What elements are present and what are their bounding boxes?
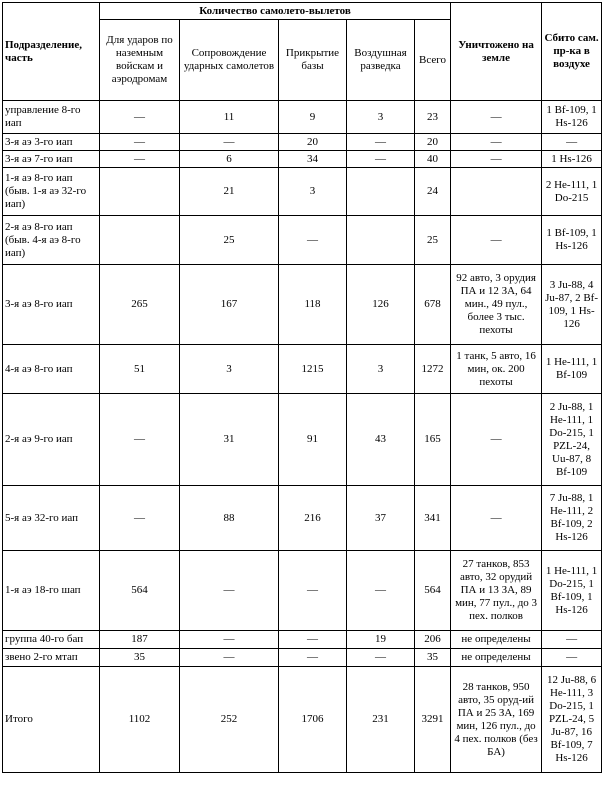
cell-total: 3291 <box>415 667 451 773</box>
cell-strikes: 265 <box>100 265 180 345</box>
cell-escort: — <box>180 631 279 649</box>
cell-shot-down: 3 Ju-88, 4 Ju-87, 2 Bf-109, 1 Hs-126 <box>542 265 602 345</box>
cell-unit: 4-я аэ 8-го иап <box>3 345 100 394</box>
cell-strikes: 564 <box>100 551 180 631</box>
cell-cover: — <box>279 649 347 667</box>
cell-total: 24 <box>415 168 451 216</box>
table-row <box>3 649 602 667</box>
cell-escort: 252 <box>180 667 279 773</box>
cell-unit: 3-я аэ 7-го иап <box>3 151 100 168</box>
cell-destroyed: не определены <box>451 649 542 667</box>
cell-unit: 1-я аэ 8-го иап (быв. 1-я аэ 32-го иап) <box>3 168 100 216</box>
cell-unit: Итого <box>3 667 100 773</box>
cell-escort: 11 <box>180 101 279 134</box>
cell-destroyed: 28 танков, 950 авто, 35 оруд-ий ПА и 25 ЗА, 169 мин, 126 пул., до 4 пех. полков (без БА) <box>451 667 542 773</box>
cell-recon <box>347 168 415 216</box>
table-row <box>3 551 602 631</box>
header-unit: Подразделение, часть <box>3 3 100 101</box>
cell-destroyed: 92 авто, 3 орудия ПА и 12 ЗА, 64 мин., 49 пул., более 3 тыс. пехоты <box>451 265 542 345</box>
cell-shot-down: 2 He-111, 1 Do-215 <box>542 168 602 216</box>
cell-shot-down: 1 Bf-109, 1 Hs-126 <box>542 216 602 265</box>
cell-total: 341 <box>415 486 451 551</box>
cell-destroyed: не определены <box>451 631 542 649</box>
cell-recon: 19 <box>347 631 415 649</box>
cell-destroyed: — <box>451 151 542 168</box>
cell-strikes: 187 <box>100 631 180 649</box>
cell-unit: 3-я аэ 3-го иап <box>3 134 100 151</box>
cell-cover: 3 <box>279 168 347 216</box>
table-row <box>3 486 602 551</box>
cell-destroyed: 1 танк, 5 авто, 16 мин, ок. 200 пехоты <box>451 345 542 394</box>
cell-shot-down: 1 He-111, 1 Bf-109 <box>542 345 602 394</box>
table-row <box>3 151 602 168</box>
cell-total: 206 <box>415 631 451 649</box>
cell-escort: — <box>180 649 279 667</box>
cell-recon: — <box>347 551 415 631</box>
cell-unit: 3-я аэ 8-го иап <box>3 265 100 345</box>
cell-escort: 25 <box>180 216 279 265</box>
cell-total: 35 <box>415 649 451 667</box>
cell-total: 165 <box>415 394 451 486</box>
cell-strikes: — <box>100 134 180 151</box>
cell-destroyed: — <box>451 101 542 134</box>
table-row <box>3 101 602 134</box>
cell-escort: — <box>180 134 279 151</box>
cell-escort: 6 <box>180 151 279 168</box>
cell-strikes <box>100 216 180 265</box>
cell-escort: 167 <box>180 265 279 345</box>
cell-shot-down: 1 Hs-126 <box>542 151 602 168</box>
cell-cover: 1215 <box>279 345 347 394</box>
cell-shot-down: — <box>542 134 602 151</box>
cell-total: 25 <box>415 216 451 265</box>
cell-escort: 3 <box>180 345 279 394</box>
header-strikes: Для ударов по наземным войскам и аэродромам <box>100 20 180 101</box>
cell-cover: 91 <box>279 394 347 486</box>
cell-strikes: 51 <box>100 345 180 394</box>
cell-recon: 37 <box>347 486 415 551</box>
cell-total: 40 <box>415 151 451 168</box>
header-escort: Сопровождение ударных самолетов <box>180 20 279 101</box>
cell-unit: 1-я аэ 18-го шап <box>3 551 100 631</box>
cell-cover: — <box>279 216 347 265</box>
cell-strikes: 35 <box>100 649 180 667</box>
cell-cover: 34 <box>279 151 347 168</box>
cell-recon: 231 <box>347 667 415 773</box>
cell-recon: 126 <box>347 265 415 345</box>
cell-shot-down: — <box>542 649 602 667</box>
cell-total: 23 <box>415 101 451 134</box>
table-row <box>3 134 602 151</box>
cell-shot-down: 1 Bf-109, 1 Hs-126 <box>542 101 602 134</box>
cell-cover: 118 <box>279 265 347 345</box>
cell-shot-down: — <box>542 631 602 649</box>
cell-recon: — <box>347 134 415 151</box>
header-recon: Воздушная разведка <box>347 20 415 101</box>
header-sorties-group: Количество самолето-вылетов <box>100 3 451 20</box>
cell-shot-down: 7 Ju-88, 1 He-111, 2 Bf-109, 2 Hs-126 <box>542 486 602 551</box>
cell-strikes: — <box>100 101 180 134</box>
cell-destroyed: — <box>451 394 542 486</box>
cell-total: 678 <box>415 265 451 345</box>
cell-cover: 1706 <box>279 667 347 773</box>
table-row <box>3 265 602 345</box>
cell-total: 1272 <box>415 345 451 394</box>
cell-escort: 31 <box>180 394 279 486</box>
cell-destroyed: — <box>451 134 542 151</box>
cell-strikes: 1102 <box>100 667 180 773</box>
cell-destroyed: — <box>451 216 542 265</box>
sorties-table <box>2 2 602 773</box>
cell-total: 20 <box>415 134 451 151</box>
header-shot-down: Сбито сам. пр-ка в воздухе <box>542 3 602 101</box>
cell-unit: звено 2-го мтап <box>3 649 100 667</box>
cell-unit: группа 40-го бап <box>3 631 100 649</box>
cell-destroyed: — <box>451 486 542 551</box>
cell-recon: — <box>347 649 415 667</box>
cell-destroyed: 27 танков, 853 авто, 32 орудий ПА и 13 ЗА, 89 мин, 77 пул., до 3 пех. полков <box>451 551 542 631</box>
cell-destroyed <box>451 168 542 216</box>
cell-recon: 43 <box>347 394 415 486</box>
cell-shot-down: 12 Ju-88, 6 He-111, 3 Do-215, 1 PZL-24, 5 Ju-87, 16 Bf-109, 7 Hs-126 <box>542 667 602 773</box>
table-row <box>3 168 602 216</box>
cell-unit: 2-я аэ 8-го иап (быв. 4-я аэ 8-го иап) <box>3 216 100 265</box>
cell-shot-down: 1 He-111, 1 Do-215, 1 Bf-109, 1 Hs-126 <box>542 551 602 631</box>
cell-escort: 21 <box>180 168 279 216</box>
table-row <box>3 394 602 486</box>
cell-unit: управление 8-го иап <box>3 101 100 134</box>
cell-recon <box>347 216 415 265</box>
cell-unit: 5-я аэ 32-го иап <box>3 486 100 551</box>
cell-strikes: — <box>100 394 180 486</box>
cell-strikes <box>100 168 180 216</box>
table-row <box>3 631 602 649</box>
total-row <box>3 667 602 773</box>
cell-recon: 3 <box>347 101 415 134</box>
cell-recon: 3 <box>347 345 415 394</box>
cell-unit: 2-я аэ 9-го иап <box>3 394 100 486</box>
header-destroyed: Уничтожено на земле <box>451 3 542 101</box>
header-cover: Прикрытие базы <box>279 20 347 101</box>
cell-cover: — <box>279 631 347 649</box>
cell-escort: — <box>180 551 279 631</box>
cell-strikes: — <box>100 151 180 168</box>
cell-escort: 88 <box>180 486 279 551</box>
cell-cover: — <box>279 551 347 631</box>
cell-cover: 20 <box>279 134 347 151</box>
header-total: Всего <box>415 20 451 101</box>
table-row <box>3 216 602 265</box>
cell-cover: 216 <box>279 486 347 551</box>
cell-recon: — <box>347 151 415 168</box>
cell-strikes: — <box>100 486 180 551</box>
cell-total: 564 <box>415 551 451 631</box>
cell-cover: 9 <box>279 101 347 134</box>
table-row <box>3 345 602 394</box>
cell-shot-down: 2 Ju-88, 1 He-111, 1 Do-215, 1 PZL-24, Uu-87, 8 Bf-109 <box>542 394 602 486</box>
